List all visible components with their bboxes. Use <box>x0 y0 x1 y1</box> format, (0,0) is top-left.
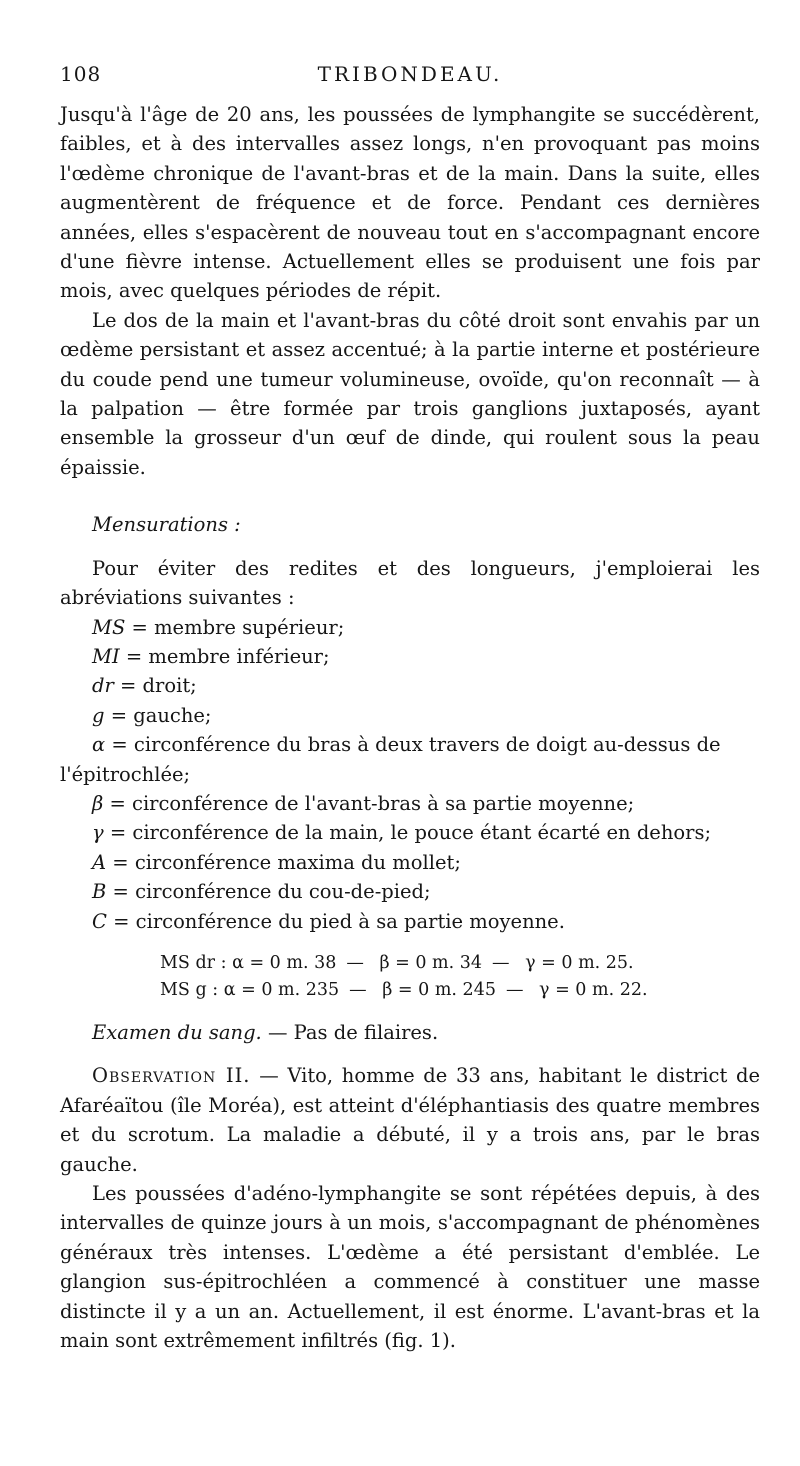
paragraph: Le dos de la main et l'avant-bras du côté droit sont envahis par un œdème persistant et assez accentué; à la partie interne et postérieure du coude pend une tumeur volumineuse, ovoïde, qu'on reconnaît — à la palpation — être formée par trois ganglions juxtaposés, ayant ensemble la grosseur d'un œuf de dinde, qui roulent sous la peau épaissie. <box>60 308 760 479</box>
section-heading: Mensurations : <box>92 513 241 537</box>
page-header <box>60 62 760 92</box>
blood-exam-text: — Pas de filaires. <box>267 1020 439 1044</box>
measurements-block <box>60 950 760 1004</box>
abbreviation-item: A = circonférence maxima du mollet; <box>92 850 461 874</box>
paragraph: Jusqu'à l'âge de 20 ans, les poussées de lymphangite se succédèrent, faibles, et à des intervalles assez longs, n'en provoquant pas moins l'œdème chronique de l'avant-bras et de la main. Dans la suite, elles augmentèrent de fréquence et de force. Pendant ces dernières années, elles s'espacèrent de nouveau tout en s'accompagnant encore d'une fièvre intense. Actuellement elles se produisent une fois par mois, avec quelques périodes de répit. <box>60 103 760 303</box>
observation-heading: Observation II. <box>92 1064 251 1088</box>
abbreviation-item: α = circonférence du bras à deux travers de doigt au-dessus de l'épitrochlée; <box>60 733 721 786</box>
page-body <box>60 100 760 1355</box>
abbreviation-list <box>60 613 760 936</box>
measurement-row: MS g : α = 0 m. 235 — β = 0 m. 245 — γ = 0 m. 22. <box>160 979 648 1000</box>
abbreviation-item: MI = membre inférieur; <box>92 644 330 668</box>
abbreviation-item: C = circonférence du pied à sa partie moyenne. <box>92 909 565 933</box>
observation-text: — Vito, homme de 33 ans, habitant le district de Afaréaïtou (île Moréa), est atteint d'éléphantiasis des quatre membres et du scrotum. La maladie a débuté, il y a trois ans, par le bras gauche. <box>60 1064 760 1176</box>
blood-exam-label: Examen du sang. <box>92 1020 262 1044</box>
measurement-row: MS dr : α = 0 m. 38 — β = 0 m. 34 — γ = 0 m. 25. <box>160 952 634 973</box>
abbreviation-item: MS = membre supérieur; <box>92 615 345 639</box>
blood-exam <box>60 1018 760 1047</box>
paragraph: Pour éviter des redites et des longueurs, j'emploierai les abréviations suivantes : <box>60 556 760 610</box>
abbreviation-item: γ = circonférence de la main, le pouce étant écarté en dehors; <box>92 821 712 845</box>
abbreviation-item: B = circonférence du cou-de-pied; <box>92 880 431 904</box>
abbreviation-item: g = gauche; <box>92 703 212 727</box>
page-number: 108 <box>60 62 102 86</box>
paragraph: Les poussées d'adéno-lymphangite se sont répétées depuis, à des intervalles de quinze jours à un mois, s'accompagnant de phénomènes généraux très intenses. L'œdème a été persistant d'emblée. Le glangion sus-épitrochléen a commencé à constituer une masse distincte il y a un an. Actuellement, il est énorme. L'avant-bras et la main sont extrêmement infiltrés (fig. 1). <box>60 1182 760 1353</box>
running-title: TRIBONDEAU. <box>317 62 503 86</box>
abbreviation-item: β = circonférence de l'avant-bras à sa partie moyenne; <box>92 791 635 815</box>
abbreviation-item: dr = droit; <box>92 674 197 698</box>
observation-paragraph <box>60 1061 760 1179</box>
